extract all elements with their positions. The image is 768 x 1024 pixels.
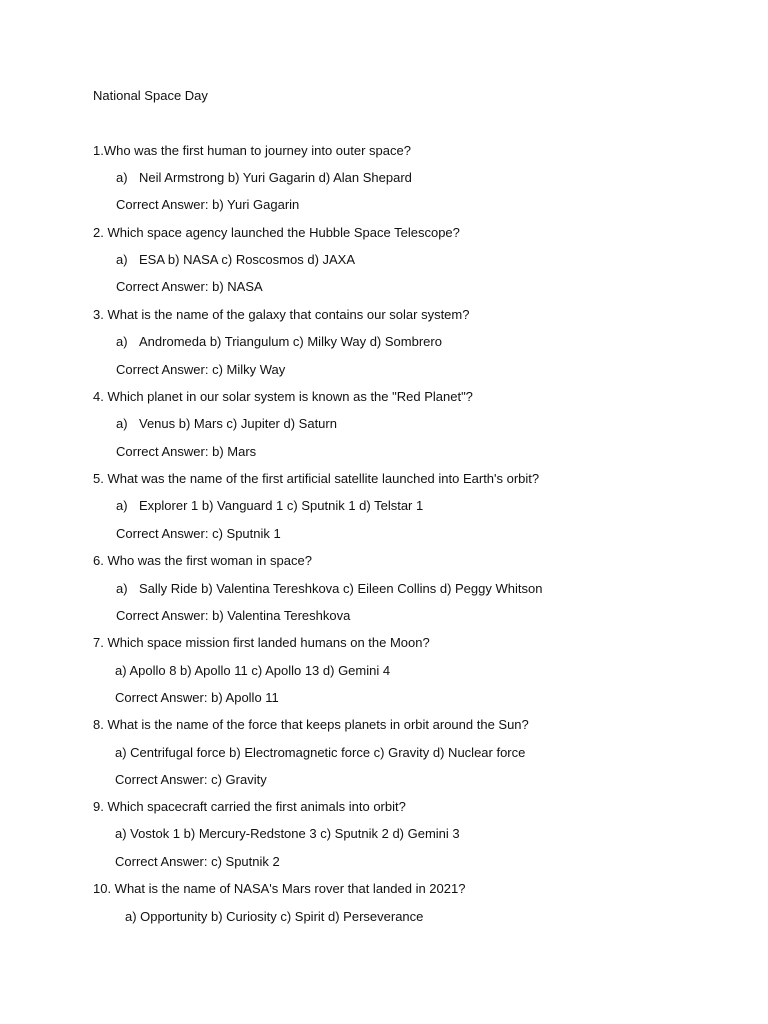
- option-label: a): [116, 498, 128, 513]
- question-7-answer: Correct Answer: b) Apollo 11: [115, 690, 279, 705]
- question-8-answer: Correct Answer: c) Gravity: [115, 772, 267, 787]
- question-2-options: [116, 252, 355, 268]
- question-3-answer: Correct Answer: c) Milky Way: [116, 362, 286, 377]
- question-7-options: a) Apollo 8 b) Apollo 11 c) Apollo 13 d) Gemini 4: [115, 663, 391, 678]
- question-9: 9. Which spacecraft carried the first animals into orbit?: [93, 799, 406, 814]
- option-text: ESA b) NASA c) Roscosmos d) JAXA: [139, 252, 356, 267]
- question-2: 2. Which space agency launched the Hubble Space Telescope?: [93, 225, 460, 240]
- question-4-answer: Correct Answer: b) Mars: [116, 444, 257, 459]
- question-1-answer: Correct Answer: b) Yuri Gagarin: [116, 197, 300, 212]
- question-6: 6. Who was the first woman in space?: [93, 553, 312, 568]
- question-5-answer: Correct Answer: c) Sputnik 1: [116, 526, 281, 541]
- question-4: 4. Which planet in our solar system is known as the "Red Planet"?: [93, 389, 473, 404]
- document-title: National Space Day: [93, 88, 208, 103]
- option-label: a): [116, 416, 128, 431]
- question-1: 1.Who was the first human to journey into outer space?: [93, 143, 411, 158]
- question-1-options: [116, 170, 412, 186]
- question-7: 7. Which space mission first landed humans on the Moon?: [93, 635, 430, 650]
- option-label: a): [116, 581, 128, 596]
- question-3: 3. What is the name of the galaxy that contains our solar system?: [93, 307, 470, 322]
- option-text: Explorer 1 b) Vanguard 1 c) Sputnik 1 d) Telstar 1: [139, 498, 424, 513]
- question-4-options: [116, 416, 337, 432]
- question-9-answer: Correct Answer: c) Sputnik 2: [115, 854, 280, 869]
- question-10: 10. What is the name of NASA's Mars rover that landed in 2021?: [93, 881, 466, 896]
- option-text: Sally Ride b) Valentina Tereshkova c) Eileen Collins d) Peggy Whitson: [139, 581, 543, 596]
- question-5-options: [116, 498, 423, 514]
- option-text: Neil Armstrong b) Yuri Gagarin d) Alan Shepard: [139, 170, 412, 185]
- question-10-options: a) Opportunity b) Curiosity c) Spirit d) Perseverance: [125, 909, 424, 924]
- option-text: Venus b) Mars c) Jupiter d) Saturn: [139, 416, 337, 431]
- option-label: a): [116, 334, 128, 349]
- question-8-options: a) Centrifugal force b) Electromagnetic force c) Gravity d) Nuclear force: [115, 745, 526, 760]
- question-6-options: [116, 581, 542, 597]
- question-9-options: a) Vostok 1 b) Mercury-Redstone 3 c) Sputnik 2 d) Gemini 3: [115, 826, 460, 841]
- option-text: Andromeda b) Triangulum c) Milky Way d) Sombrero: [139, 334, 442, 349]
- option-label: a): [116, 252, 128, 267]
- option-label: a): [116, 170, 128, 185]
- question-8: 8. What is the name of the force that keeps planets in orbit around the Sun?: [93, 717, 529, 732]
- question-2-answer: Correct Answer: b) NASA: [116, 279, 263, 294]
- question-3-options: [116, 334, 442, 350]
- question-6-answer: Correct Answer: b) Valentina Tereshkova: [116, 608, 351, 623]
- question-5: 5. What was the name of the first artificial satellite launched into Earth's orbit?: [93, 471, 540, 486]
